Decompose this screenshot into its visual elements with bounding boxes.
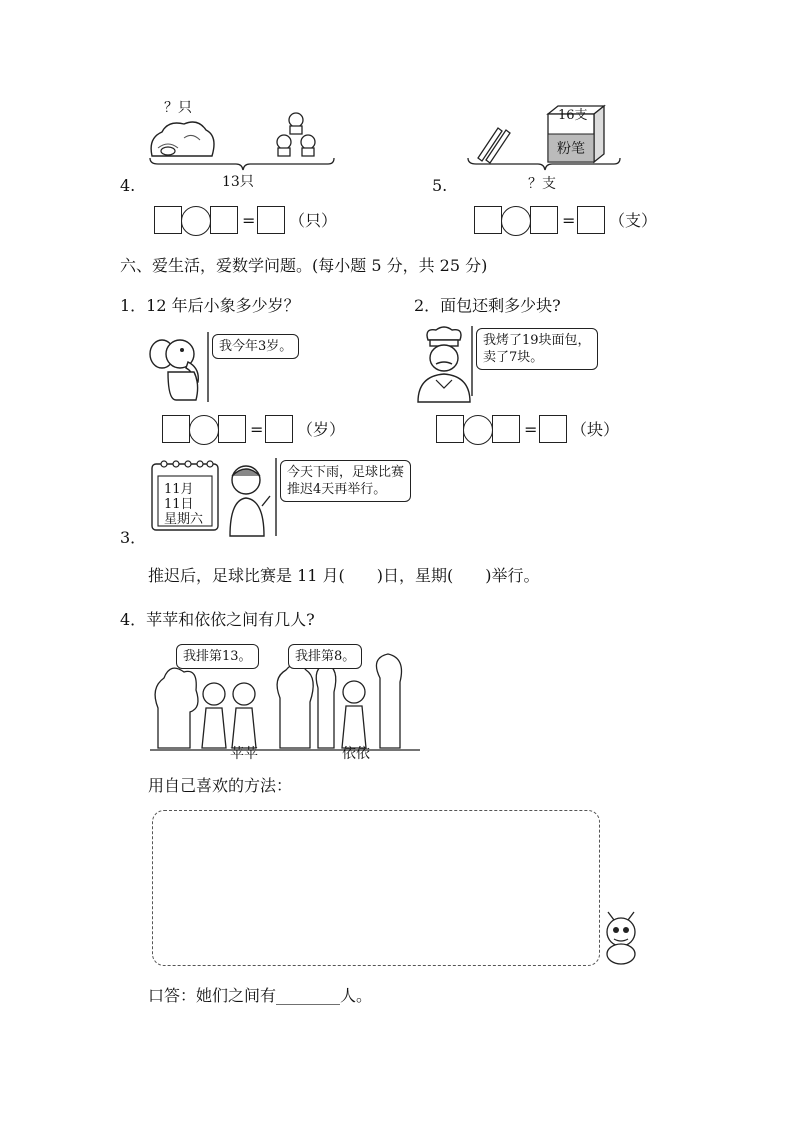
answer-box-1[interactable]	[474, 206, 502, 234]
problem-4-question: 4．苹苹和依依之间有几人?	[120, 610, 315, 629]
baker-illustration	[414, 326, 474, 402]
sign-post	[274, 458, 278, 536]
answer-box-1[interactable]	[162, 415, 190, 443]
result-box[interactable]	[577, 206, 605, 234]
result-box[interactable]	[539, 415, 567, 443]
operator-circle[interactable]	[181, 206, 211, 236]
speech-bubble	[176, 644, 259, 669]
speech-text-line-2: 卖了7块。	[483, 350, 544, 365]
kittens-illustration	[272, 110, 332, 160]
name-label-right: 依依	[342, 746, 370, 762]
operator-circle[interactable]	[463, 415, 493, 445]
speech-bubble	[288, 644, 362, 669]
problem-3-sentence: 推迟后，足球比赛是 11 月( )日，星期( )举行。	[148, 566, 540, 585]
speech-text: 我排第8。	[295, 649, 356, 664]
operator-circle[interactable]	[501, 206, 531, 236]
elephant-illustration	[148, 332, 208, 404]
unit-label: （支）	[609, 211, 658, 230]
speech-bubble	[280, 460, 411, 502]
boy-illustration	[226, 460, 272, 536]
result-box[interactable]	[257, 206, 285, 234]
result-box[interactable]	[265, 415, 293, 443]
calendar-weekday: 星期六	[164, 512, 204, 527]
answer-box-2[interactable]	[210, 206, 238, 234]
problem-5-number: 5.	[432, 176, 448, 195]
box-text-label: 粉笔	[557, 141, 585, 157]
answer-sentence: 口答：她们之间有________人。	[148, 986, 373, 1005]
total-count-label: 13只	[222, 174, 254, 190]
section-title: 六、爱生活，爱数学问题。(每小题 5 分，共 25 分)	[120, 256, 488, 275]
working-area[interactable]	[152, 810, 600, 966]
sign-post	[470, 326, 474, 396]
answer-box-2[interactable]	[530, 206, 558, 234]
bug-mascot-icon	[600, 912, 644, 966]
speech-text-line-1: 今天下雨，足球比赛	[287, 465, 405, 480]
total-count-label: ？支	[528, 176, 556, 192]
speech-text: 我排第13。	[183, 649, 252, 664]
unit-label: （块）	[571, 420, 620, 439]
calendar-day: 11日	[164, 497, 194, 512]
operator-circle[interactable]	[189, 415, 219, 445]
box-count-label: 16支	[558, 108, 588, 123]
equals-sign: =	[242, 211, 256, 230]
problem-4-number: 4.	[120, 176, 136, 195]
problem-3-number: 3．	[120, 528, 147, 547]
answer-box-2[interactable]	[492, 415, 520, 443]
answer-box-1[interactable]	[436, 415, 464, 443]
total-brace	[148, 156, 338, 172]
equals-sign: =	[250, 420, 264, 439]
equals-sign: =	[524, 420, 538, 439]
method-label: 用自己喜欢的方法：	[148, 776, 293, 795]
total-brace	[466, 156, 626, 172]
problem-2-question: 2．面包还剩多少块?	[414, 296, 561, 315]
speech-bubble	[212, 334, 299, 359]
bush-illustration	[148, 118, 218, 158]
speech-text: 我今年3岁。	[219, 339, 293, 354]
sign-post	[206, 332, 210, 402]
answer-box-1[interactable]	[154, 206, 182, 234]
unit-label: （岁）	[297, 420, 346, 439]
speech-bubble	[476, 328, 598, 370]
unit-label: （只）	[289, 211, 338, 230]
question-count-label: ？只	[164, 100, 192, 116]
equals-sign: =	[562, 211, 576, 230]
name-label-left: 苹苹	[230, 746, 258, 762]
speech-text-line-2: 推迟4天再举行。	[287, 482, 387, 497]
answer-box-2[interactable]	[218, 415, 246, 443]
calendar-month: 11月	[164, 482, 194, 497]
problem-1-question: 1．12 年后小象多少岁？	[120, 296, 300, 315]
speech-text-line-1: 我烤了19块面包，	[483, 333, 591, 348]
